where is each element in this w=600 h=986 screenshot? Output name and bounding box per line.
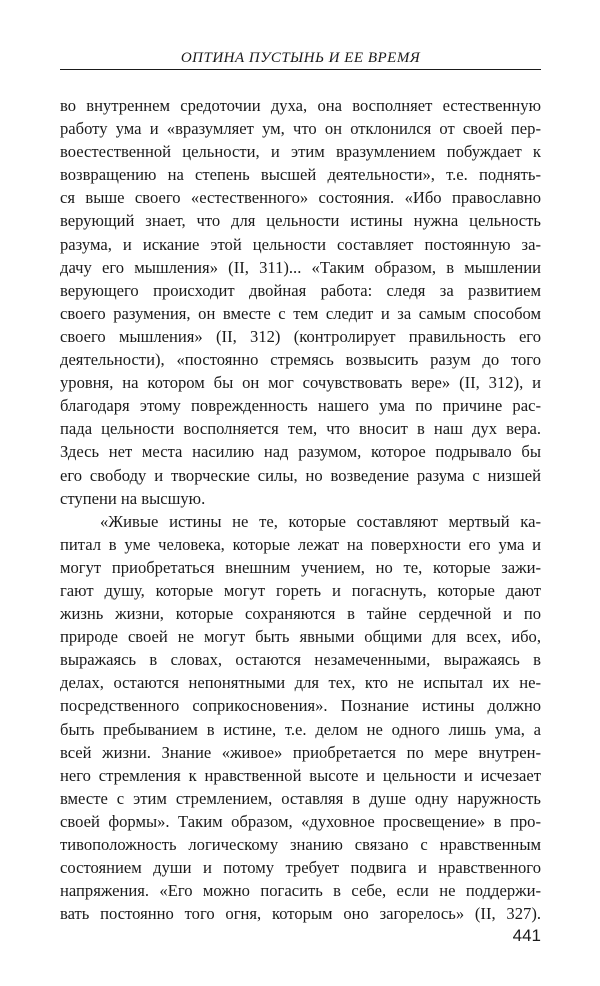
text-line: работу ума и «вразумляет ум, что он отклонился от своей пер- [60, 119, 541, 139]
text-line: тивоположность логическому знанию связано с нравственным [60, 835, 541, 854]
text-line: напряжения. «Его можно погасить в себе, если не поддержи- [60, 881, 541, 901]
text-line: могут приобретаться внешним учением, но те, которые зажи- [60, 557, 541, 577]
text-line: «Живые истины не те, которые составляют мертвый ка- [100, 511, 541, 531]
text-line: пада цельности восполняется тем, что вносит в наш дух вера. [60, 419, 541, 439]
text-line: во внутреннем средоточии духа, она восполняет естественную [60, 96, 541, 115]
text-line: своей формы». Таким образом, «духовное просвещение» в про- [60, 811, 541, 831]
page-text [60, 94, 541, 925]
text-line: воестественной цельности, и этим вразумлением побуждает к [60, 142, 541, 162]
text-line: ся выше своего «естественного» состояния. «Ибо православно [60, 188, 541, 208]
page-number: 441 [512, 926, 541, 945]
text-line: всей жизни. Знание «живое» приобретается по мере внутрен- [60, 742, 541, 762]
header-rule [60, 69, 541, 70]
text-line: своего мышления» (II, 312) (контролирует правильность его [60, 326, 541, 346]
text-line: посредственного соприкосновения». Познание истины должно [60, 696, 541, 716]
text-line: деятельности), «постоянно стремясь возвысить разум до того [60, 350, 541, 370]
running-title: ОПТИНА ПУСТЫНЬ И ЕЕ ВРЕМЯ [180, 50, 421, 66]
text-line: разума, и искание этой цельности составляет постоянную за- [60, 234, 541, 254]
text-line: дачу его мышления» (II, 311)... «Таким образом, в мышлении [60, 257, 541, 277]
text-line: питал в уме человека, которые лежат на поверхности его ума и [60, 534, 541, 554]
text-line: гают душу, которые могут гореть и погаснуть, которые дают [60, 580, 541, 600]
text-line: него стремления к нравственной высоте и цельности и исчезает [60, 765, 541, 785]
text-line: быть пребыванием в истине, т.е. делом не одного лишь ума, а [60, 719, 541, 739]
text-line: вать постоянно того огня, которым оно загорелось» (II, 327). [60, 904, 541, 924]
text-line: верующего происходит двойная работа: следя за развитием [60, 280, 541, 300]
text-line: делах, остаются непонятными для тех, кто не испытал их не- [60, 673, 541, 693]
text-line: возвращению на степень высшей деятельности», т.е. поднять- [60, 165, 541, 185]
text-line: его свободу и творческие силы, но возведение разума с низшей [60, 465, 541, 485]
text-line: ступени на высшую. [60, 488, 206, 508]
text-line: жизнь жизни, которые сохраняются в тайне сердечной и по [60, 604, 541, 624]
text-line: природе своей не могут быть явными общими для всех, ибо, [60, 627, 541, 647]
text-line: выражаясь в словах, остаются незамеченными, выражаясь в [60, 650, 541, 670]
text-line: своего разумения, он вместе с тем следит и за самым способом [60, 303, 541, 323]
text-line: вместе с этим стремлением, оставляя в душе одну наружность [60, 788, 541, 808]
text-line: Здесь нет места насилию над разумом, которое подрывало бы [60, 442, 541, 462]
text-line: уровня, на котором бы он мог сочувствовать вере» (II, 312), и [60, 373, 541, 393]
paragraph-2 [60, 510, 541, 926]
text-line: благодаря этому поврежденность нашего ума по причине рас- [60, 396, 541, 416]
text-line: состоянием души и потому требует подвига и нравственного [60, 858, 541, 878]
text-line: верующий знает, что для цельности истины нужна цельность [60, 211, 541, 231]
paragraph-1 [60, 94, 541, 510]
